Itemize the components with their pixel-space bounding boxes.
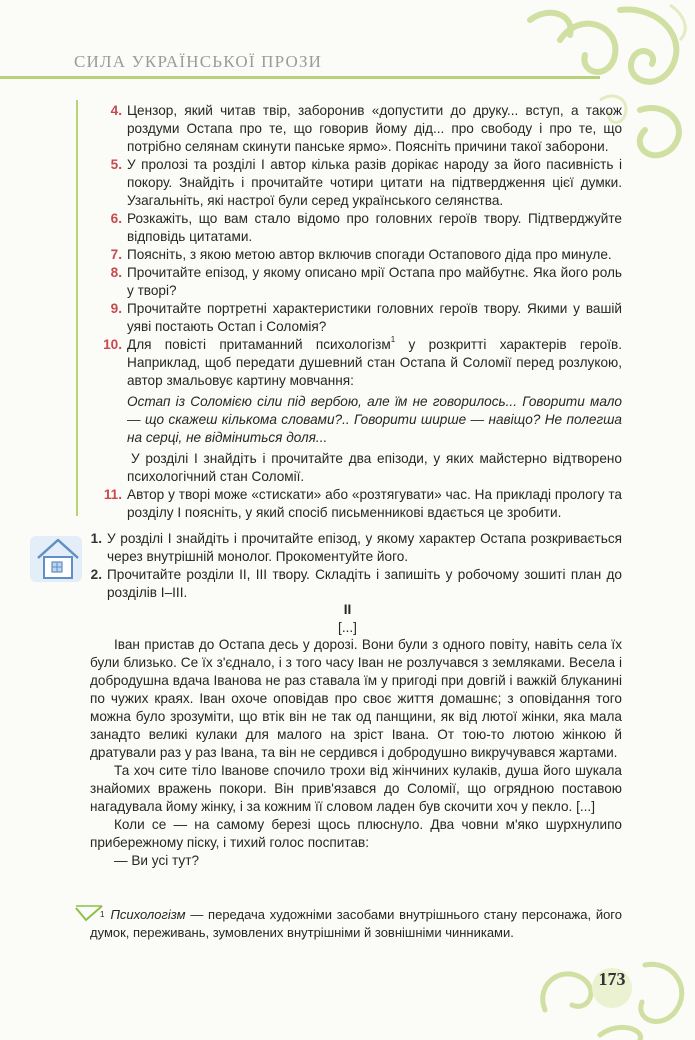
footnote-text: — передача художніми засобами внутрішнього стану персонажа, його думок, переживань, зумовлених внутрішніми й зовнішніми чинниками. (90, 907, 622, 940)
question-10-followup: У розділі І знайдіть і прочитайте два епізоди, у яких майстерно відтворено психологічний стан Соломії. (127, 451, 622, 484)
questions-side-bar (76, 100, 78, 516)
question-text: Прочитайте портретні характеристики головних героїв твору. Якими у вашій уяві постають Остап і Соломія? (127, 301, 622, 334)
swirl-ornament-bottom (530, 950, 695, 1040)
running-header: СИЛА УКРАЇНСЬКОЇ ПРОЗИ (74, 52, 323, 71)
question-list (90, 102, 622, 522)
question-5 (90, 156, 622, 210)
question-11 (90, 486, 622, 522)
question-text: Автор у творі може «стискати» або «розтягувати» час. На прикладі прологу та розділу І поясніть, у який спосіб письменникові вдається це зробити. (127, 487, 622, 520)
question-number: 6. (110, 211, 122, 226)
header-rule (0, 76, 600, 79)
home-icon (30, 530, 88, 586)
question-number: 4. (110, 103, 122, 118)
story-paragraph: — Ви усі тут? (114, 853, 200, 868)
homework-1 (87, 530, 622, 566)
question-9 (90, 300, 622, 336)
footnote (90, 906, 622, 942)
question-6 (90, 210, 622, 246)
chapter-ellipsis: [...] (338, 620, 357, 635)
question-text: Розкажіть, що вам стало відомо про головних героїв твору. Підтверджуйте відповідь цитатами. (127, 211, 622, 244)
question-10 (90, 336, 622, 390)
question-number: 5. (110, 157, 122, 172)
homework-2 (87, 566, 622, 602)
question-number: 8. (110, 265, 122, 280)
homework-list (87, 530, 622, 602)
chapter-number: ІІ (343, 602, 352, 617)
question-text: У пролозі та розділі І автор кілька разів дорікає народу за його пасивність і покору. Знайдіть і прочитайте чотири цитати на підтвердження цієї думки. Узагальніть, які настрої були серед українського селянства. (127, 157, 622, 208)
question-text-part: у розкритті характерів героїв. Наприклад, щоб передати душевний стан Остапа й Соломії перед розлукою, автор змальовує картину мовчання: (127, 337, 622, 388)
story-paragraph: Іван пристав до Остапа десь у дорозі. Вони були з одного повіту, навіть села їх були близько. Се їх з'єднало, і з того часу Іван не розлучався з земляками. Весела і добродушна вдача Іванова не раз ставала їм у пригоді при довгій і важкій блуканині по чужих краях. Іван охоче оповідав про своє життя домашнє; з оповідання того можна було зрозуміти, що втік він не так од панщини, як від лютої жінки, яка мала занадто великі кулаки для малого на зріст Івана. От тою-то лютою жінкою й дратували раз у раз Івана, та він не сердився і добродушно викручувався жартами. (90, 637, 622, 760)
question-number: 11. (103, 487, 122, 502)
story-paragraph: Коли се — на самому березі щось плюснуло. Два човни м'яко шурхнулипо прибережному піску, і тихий голос поспитав: (90, 817, 622, 850)
question-7 (90, 246, 622, 264)
homework-text: У розділі І знайдіть і прочитайте епізод, у якому характер Остапа розкривається через внутрішній монолог. Прокоментуйте його. (107, 531, 622, 564)
question-4 (90, 102, 622, 156)
footnote-ref[interactable]: 1 (390, 335, 396, 344)
question-text: Прочитайте епізод, у якому описано мрії Остапа про майбутнє. Яка його роль у творі? (127, 265, 622, 298)
page-number: 173 (598, 969, 626, 989)
footnote-number: 1 (100, 910, 105, 919)
question-number: 10. (103, 337, 122, 352)
story-paragraph: Та хоч сите тіло Іванове спочило трохи від жінчиних кулаків, душа його шукала знайомих вражень покори. Він прив'язався до Соломії, що огрядною поставою нагадувала йому жінку, і за кожним її словом ладен був скочити хоч у пекло. [...] (90, 763, 622, 814)
question-text (127, 336, 622, 390)
question-number: 7. (110, 247, 122, 262)
question-text: Цензор, який читав твір, заборонив «допустити до друку... вступ, а також роздуми Остапа про те, що говорив йому дід... про свободу і про те, що потрібно селянам скинути панське ярмо». Поясніть причини такої заборони. (127, 103, 622, 154)
footnote-term: Психологізм (110, 907, 186, 922)
homework-number: 1. (90, 531, 102, 546)
question-number: 9. (110, 301, 122, 316)
homework-number: 2. (90, 567, 102, 582)
question-8 (90, 264, 622, 300)
story-text (90, 636, 622, 870)
question-10-quote: Остап із Соломією сіли під вербою, але їм не говорилось... Говорити мало — що скажеш кількома словами?.. Говорити ширше — навіщо? Не полегша на серці, не відміниться доля... (127, 394, 622, 445)
homework-text: Прочитайте розділи ІІ, ІІІ твору. Складіть і запишіть у робочому зошиті план до розділів І–ІІІ. (107, 567, 622, 600)
question-text: Поясніть, з якою метою автор включив спогади Остапового діда про минуле. (127, 247, 612, 262)
question-text-part: Для повісті притаманний психологізм (127, 337, 391, 352)
